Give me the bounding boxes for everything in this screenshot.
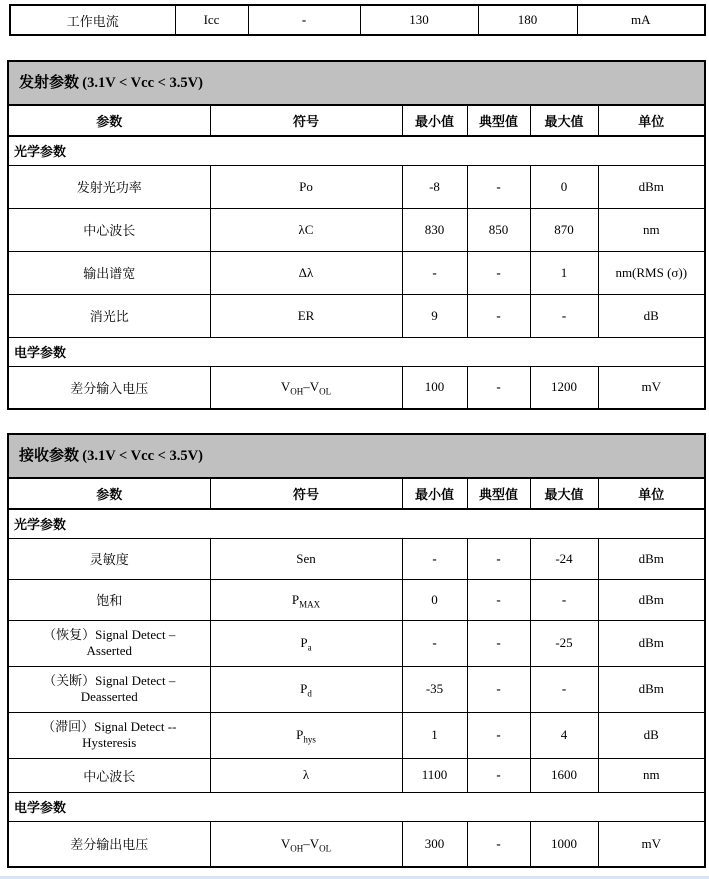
section-label: 光学参数 <box>8 509 705 538</box>
symbol-cell: λ <box>210 758 402 792</box>
section-label: 电学参数 <box>8 792 705 821</box>
param-cell: 消光比 <box>8 294 210 337</box>
table-title-text: 发射参数 <box>19 74 80 91</box>
param-cell: 工作电流 <box>10 5 175 35</box>
table-row <box>8 366 705 409</box>
unit-cell: dBm <box>598 620 705 666</box>
header-unit: 单位 <box>598 105 705 136</box>
unit-cell: dB <box>598 294 705 337</box>
param-line-2: Hysteresis <box>82 735 137 750</box>
column-header-row <box>8 478 705 509</box>
table-title-row <box>8 61 705 105</box>
max-cell: -24 <box>530 538 598 579</box>
table-row <box>8 821 705 867</box>
min-cell: 0 <box>402 579 467 620</box>
param-line-2: Deasserted <box>80 689 138 704</box>
max-cell: - <box>530 294 598 337</box>
unit-cell: nm <box>598 208 705 251</box>
max-cell: 1 <box>530 251 598 294</box>
symbol-cell: $P_{MAX}$ <box>210 579 402 620</box>
max-cell: -25 <box>530 620 598 666</box>
max-cell: 870 <box>530 208 598 251</box>
table-title <box>8 61 705 105</box>
symbol-cell: $V_{OH}-V_{OL}$ <box>210 821 402 867</box>
param-cell: 输出谱宽 <box>8 251 210 294</box>
header-max: 最大值 <box>530 478 598 509</box>
min-cell: - <box>402 620 467 666</box>
typ-cell: - <box>467 821 530 867</box>
min-cell: -8 <box>402 165 467 208</box>
table-row <box>8 620 705 666</box>
unit-cell: dBm <box>598 666 705 712</box>
max-cell: 1200 <box>530 366 598 409</box>
table-title-text: 接收参数 <box>19 447 80 464</box>
max-cell: - <box>530 666 598 712</box>
param-cell <box>8 712 210 758</box>
param-cell <box>8 666 210 712</box>
min-cell: 9 <box>402 294 467 337</box>
param-cell: 中心波长 <box>8 758 210 792</box>
symbol-cell: $P_{hys}$ <box>210 712 402 758</box>
column-header-row <box>8 105 705 136</box>
param-cell <box>8 620 210 666</box>
max-cell: 1000 <box>530 821 598 867</box>
section-row <box>8 792 705 821</box>
typ-cell: - <box>467 366 530 409</box>
typ-cell: - <box>467 712 530 758</box>
operating-current-table <box>9 4 706 36</box>
section-label: 电学参数 <box>8 337 705 366</box>
min-cell: - <box>402 251 467 294</box>
section-row <box>8 337 705 366</box>
typ-cell: - <box>467 294 530 337</box>
header-unit: 单位 <box>598 478 705 509</box>
table-row <box>8 758 705 792</box>
typ-cell: - <box>467 165 530 208</box>
min-cell: 100 <box>402 366 467 409</box>
table-title <box>8 434 705 478</box>
symbol-cell: $V_{OH}-V_{OL}$ <box>210 366 402 409</box>
param-line-1: （滞回）Signal Detect -- <box>42 718 177 734</box>
param-cell: 灵敏度 <box>8 538 210 579</box>
min-cell: -35 <box>402 666 467 712</box>
max-cell: 180 <box>478 5 577 35</box>
section-row <box>8 509 705 538</box>
table-row <box>8 666 705 712</box>
min-cell: 830 <box>402 208 467 251</box>
header-typ: 典型值 <box>467 105 530 136</box>
symbol-cell: $P_a$ <box>210 620 402 666</box>
param-cell: 饱和 <box>8 579 210 620</box>
max-cell: 0 <box>530 165 598 208</box>
header-symbol: 符号 <box>210 105 402 136</box>
header-max: 最大值 <box>530 105 598 136</box>
param-line-2: Asserted <box>86 643 132 658</box>
table-row <box>8 251 705 294</box>
unit-cell: dBm <box>598 538 705 579</box>
header-typ: 典型值 <box>467 478 530 509</box>
param-cell: 差分输出电压 <box>8 821 210 867</box>
min-cell: 1 <box>402 712 467 758</box>
table-row <box>8 208 705 251</box>
section-label: 光学参数 <box>8 136 705 165</box>
min-cell: 1100 <box>402 758 467 792</box>
table-title-condition: (3.1V < Vcc < 3.5V) <box>82 75 203 91</box>
unit-cell: nm <box>598 758 705 792</box>
header-param: 参数 <box>8 478 210 509</box>
table-title-condition: (3.1V < Vcc < 3.5V) <box>82 448 203 464</box>
param-line-1: （恢复）Signal Detect – <box>43 626 176 642</box>
unit-cell: dBm <box>598 579 705 620</box>
typ-cell: - <box>467 579 530 620</box>
min-cell: 300 <box>402 821 467 867</box>
unit-cell: mA <box>577 5 705 35</box>
typ-cell: - <box>467 538 530 579</box>
param-cell: 发射光功率 <box>8 165 210 208</box>
typ-cell: - <box>467 758 530 792</box>
table-title-row <box>8 434 705 478</box>
unit-cell: mV <box>598 366 705 409</box>
header-param: 参数 <box>8 105 210 136</box>
transmit-parameters-table <box>7 60 706 410</box>
table-row <box>8 165 705 208</box>
typ-cell: 850 <box>467 208 530 251</box>
min-cell: - <box>248 5 360 35</box>
header-min: 最小值 <box>402 105 467 136</box>
unit-cell: nm(RMS (σ)) <box>598 251 705 294</box>
max-cell: - <box>530 579 598 620</box>
table-row <box>8 294 705 337</box>
table-row <box>8 712 705 758</box>
table-row <box>8 538 705 579</box>
max-cell: 1600 <box>530 758 598 792</box>
typ-cell: - <box>467 251 530 294</box>
unit-cell: dBm <box>598 165 705 208</box>
unit-cell: dB <box>598 712 705 758</box>
param-cell: 中心波长 <box>8 208 210 251</box>
section-row <box>8 136 705 165</box>
table-row <box>8 579 705 620</box>
table-row <box>10 5 705 35</box>
min-cell: - <box>402 538 467 579</box>
symbol-cell: Icc <box>175 5 248 35</box>
symbol-cell: λC <box>210 208 402 251</box>
typ-cell: - <box>467 620 530 666</box>
param-line-1: （关断）Signal Detect – <box>43 672 176 688</box>
receive-parameters-table <box>7 433 706 868</box>
symbol-cell: Δλ <box>210 251 402 294</box>
header-symbol: 符号 <box>210 478 402 509</box>
param-cell: 差分输入电压 <box>8 366 210 409</box>
unit-cell: mV <box>598 821 705 867</box>
typ-cell: - <box>467 666 530 712</box>
symbol-cell: $P_d$ <box>210 666 402 712</box>
symbol-cell: Sen <box>210 538 402 579</box>
symbol-cell: Po <box>210 165 402 208</box>
symbol-cell: ER <box>210 294 402 337</box>
typ-cell: 130 <box>360 5 478 35</box>
header-min: 最小值 <box>402 478 467 509</box>
max-cell: 4 <box>530 712 598 758</box>
